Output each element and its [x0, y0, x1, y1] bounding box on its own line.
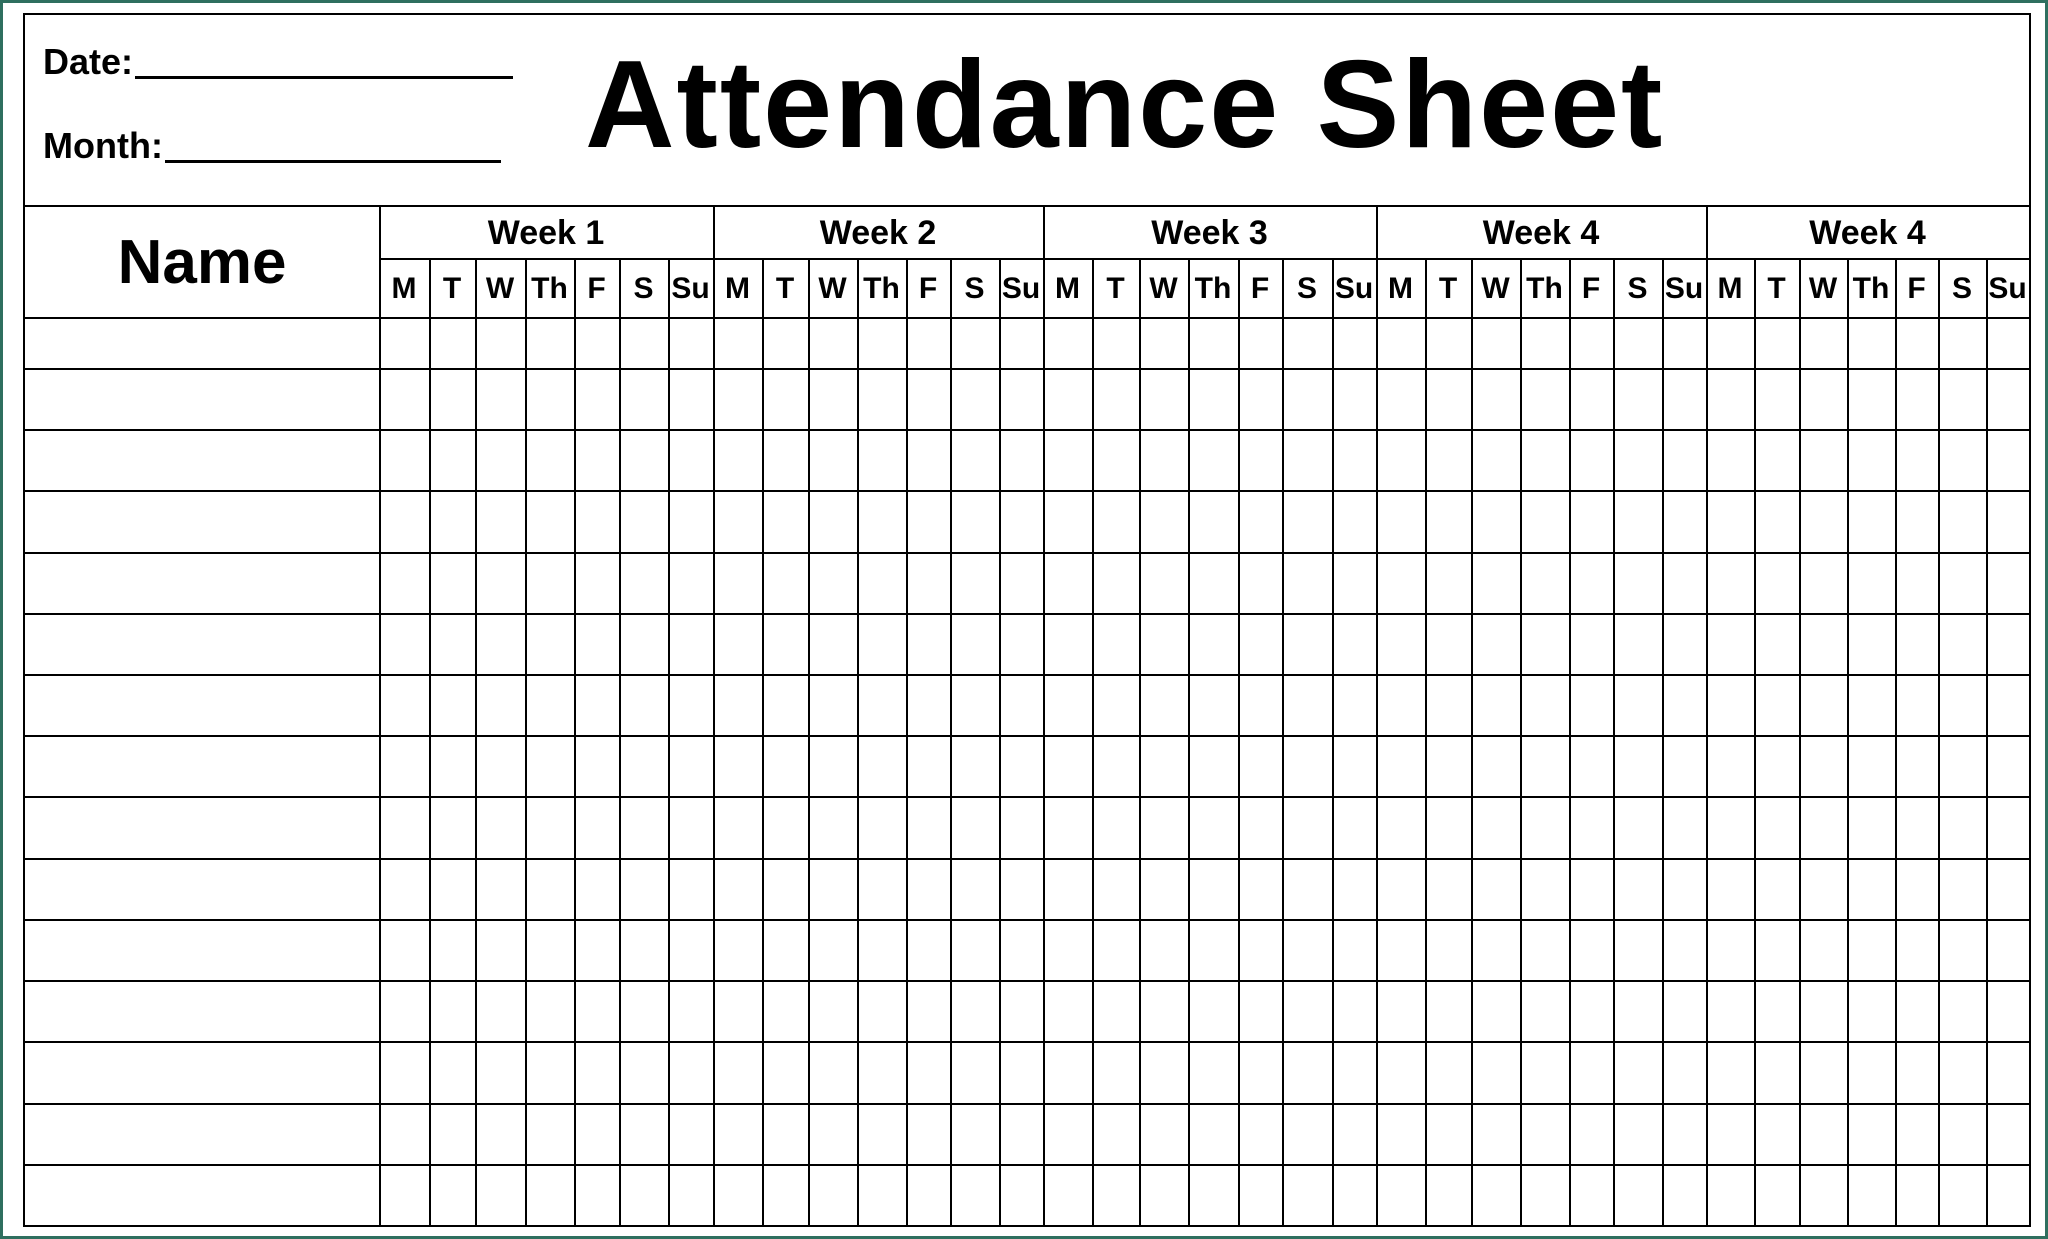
row-divider	[25, 1041, 2029, 1043]
week-header: Week 3	[1151, 213, 1268, 252]
day-divider	[619, 258, 621, 1225]
day-divider	[857, 258, 859, 1225]
day-header: M	[1388, 271, 1413, 305]
row-divider	[25, 613, 2029, 615]
day-divider	[906, 258, 908, 1225]
day-divider	[1847, 258, 1849, 1225]
date-blank-line[interactable]	[135, 76, 513, 79]
day-divider	[1662, 258, 1664, 1225]
attendance-sheet	[23, 13, 2031, 1227]
row-divider	[25, 796, 2029, 798]
day-divider	[525, 258, 527, 1225]
day-divider	[1139, 258, 1141, 1225]
week-divider	[1043, 205, 1045, 1225]
column-header-divider	[25, 317, 2029, 319]
day-divider	[1425, 258, 1427, 1225]
day-header: Su	[671, 271, 710, 305]
day-header: F	[918, 271, 938, 305]
date-field	[43, 33, 513, 83]
day-divider	[1895, 258, 1897, 1225]
week-header: Week 4	[1482, 213, 1600, 252]
week-header: Week 2	[819, 213, 937, 252]
week-label-divider	[379, 258, 2029, 260]
day-header: F	[587, 271, 606, 305]
row-divider	[25, 429, 2029, 431]
day-header: Su	[1334, 271, 1374, 305]
day-divider	[999, 258, 1001, 1225]
name-column-header: Name	[117, 227, 287, 297]
day-divider	[762, 258, 764, 1225]
row-divider	[25, 858, 2029, 860]
day-divider	[1188, 258, 1190, 1225]
day-header: Th	[1526, 271, 1563, 305]
day-header: W	[1481, 271, 1510, 305]
day-divider	[1569, 258, 1571, 1225]
day-header: F	[1581, 271, 1601, 305]
day-header: T	[1767, 271, 1786, 305]
page-title: Attendance Sheet	[585, 36, 1665, 174]
row-divider	[25, 674, 2029, 676]
day-divider	[1938, 258, 1940, 1225]
week-header: Week 1	[487, 213, 605, 252]
day-divider	[1092, 258, 1094, 1225]
day-header: Su	[1988, 271, 2027, 305]
day-divider	[1282, 258, 1284, 1225]
row-divider	[25, 735, 2029, 737]
day-header: S	[1951, 271, 1972, 305]
day-header: Th	[863, 271, 900, 305]
day-header: Th	[1852, 271, 1890, 305]
day-header: W	[818, 271, 847, 305]
day-header: F	[1907, 271, 1926, 305]
day-header: T	[775, 271, 795, 305]
day-divider	[1754, 258, 1756, 1225]
day-divider	[950, 258, 952, 1225]
day-header: W	[1808, 271, 1838, 305]
row-divider	[25, 980, 2029, 982]
day-header: S	[1627, 271, 1648, 305]
day-divider	[1332, 258, 1334, 1225]
month-blank-line[interactable]	[165, 160, 501, 163]
day-divider	[574, 258, 576, 1225]
day-header: S	[1296, 271, 1317, 305]
day-header: F	[1250, 271, 1270, 305]
week-divider	[1706, 205, 1708, 1225]
row-divider	[25, 490, 2029, 492]
day-header: S	[964, 271, 985, 305]
day-header: Su	[1001, 271, 1041, 305]
day-divider	[1471, 258, 1473, 1225]
row-divider	[25, 1164, 2029, 1166]
row-divider	[25, 1103, 2029, 1105]
day-header: Th	[1194, 271, 1232, 305]
week-header: Week 4	[1809, 213, 1926, 252]
day-divider	[475, 258, 477, 1225]
day-divider	[668, 258, 670, 1225]
day-header: M	[391, 271, 417, 305]
day-divider	[1238, 258, 1240, 1225]
row-divider	[25, 919, 2029, 921]
day-header: Su	[1664, 271, 1704, 305]
day-divider	[1613, 258, 1615, 1225]
day-header: M	[1717, 271, 1743, 305]
day-header: S	[633, 271, 654, 305]
week-divider	[1376, 205, 1378, 1225]
day-header: M	[725, 271, 750, 305]
date-label: Date:	[43, 41, 134, 82]
day-divider	[1799, 258, 1801, 1225]
day-divider	[1986, 258, 1988, 1225]
row-divider	[25, 552, 2029, 554]
day-divider	[429, 258, 431, 1225]
day-header: T	[1438, 271, 1458, 305]
week-divider	[713, 205, 715, 1225]
row-divider	[25, 368, 2029, 370]
month-field	[43, 117, 501, 167]
day-header: T	[1106, 271, 1125, 305]
day-header: W	[1149, 271, 1178, 305]
day-header: Th	[531, 271, 568, 305]
name-column-divider	[379, 205, 381, 1225]
day-header: T	[442, 271, 462, 305]
day-header: W	[485, 271, 515, 305]
month-label: Month:	[43, 125, 163, 166]
day-divider	[1520, 258, 1522, 1225]
day-header: M	[1055, 271, 1080, 305]
day-divider	[808, 258, 810, 1225]
